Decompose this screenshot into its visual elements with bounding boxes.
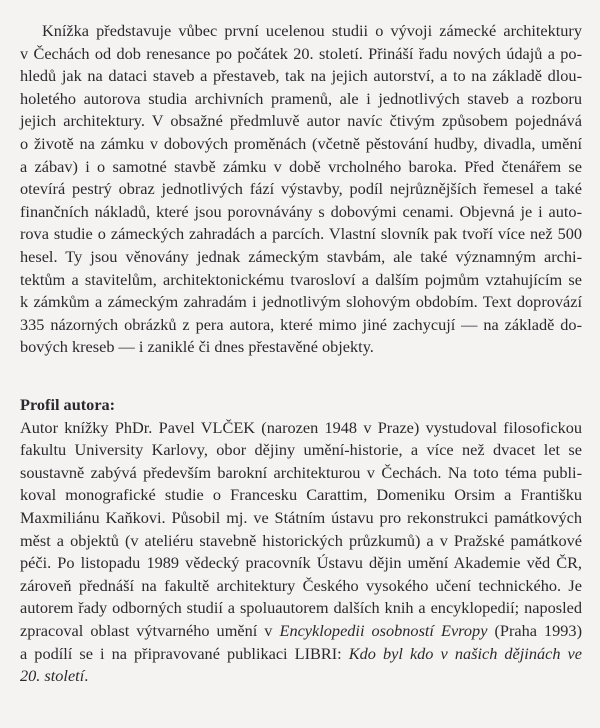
text-line: soustavně zabývá především barokní architekturou v Čechách. Na toto téma publi- bbox=[20, 462, 582, 482]
publication-title: Kdo byl kdo v našich dějinách ve bbox=[348, 643, 582, 663]
text-line: Knížka představuje vůbec první ucelenou studii o vývoji zámecké architektury bbox=[42, 21, 582, 40]
text-line: rova studie o zámeckých zahradách a parcích. Vlastní slovník pak tvoří více než 500 bbox=[20, 224, 582, 244]
text-line: autorem řady odborných studií a spoluautorem dalších knih a encyklopedií; naposled bbox=[20, 598, 582, 618]
text-run: (Praha 1993) bbox=[487, 620, 582, 640]
text-line: fakultu University Karlovy, obor dějiny umění-historie, a více než dvacet let se bbox=[20, 440, 582, 460]
text-line: péči. Po listopadu 1989 vědecký pracovník Ústavu dějin umění Akademie věd ČR, bbox=[20, 553, 582, 573]
text-line: hledů jak na dataci staveb a přestaveb, tak na jejich autorství, a to na základě dlou- bbox=[20, 66, 582, 86]
text-line: v Čechách od dob renesance po počátek 20. století. Přináší řadu nových údajů a po- bbox=[20, 43, 582, 63]
publication-title-end: 20. století bbox=[20, 666, 85, 686]
text-line: 335 názorných obrázků z pera autora, které mimo jiné zachycují — na základě do- bbox=[20, 314, 582, 334]
text-line: bových kreseb — i zaniklé či dnes přestavěné objekty. bbox=[20, 337, 374, 357]
text-line: zároveň přednáší na fakultě architektury Českého vysokého učení technického. Je bbox=[20, 575, 582, 595]
text-line: hesel. Ty jsou věnovány jednak zámeckým stavbám, ale také významným archi- bbox=[20, 246, 582, 266]
text-line bbox=[20, 643, 582, 666]
text-line: Autor knížky PhDr. Pavel VLČEK (narozen 1948 v Praze) vystudoval filosofickou bbox=[20, 417, 582, 437]
text-run: . bbox=[84, 666, 89, 686]
text-line: otevírá pestrý obraz jednotlivých fází výstavby, podíl nejrůznějších řemesel a také bbox=[20, 179, 582, 199]
text-line: finančních nákladů, které jsou porovnávány s dobovými cenami. Objevná je i auto- bbox=[20, 201, 582, 221]
text-line: o životě na zámku v dobových proměnách (včetně pěstování hudby, divadla, umění bbox=[20, 133, 582, 153]
text-line bbox=[20, 665, 582, 688]
author-profile-section bbox=[20, 394, 582, 688]
text-line: holetého autorova studia archivních pramenů, ale i jednotlivých staveb a rozboru bbox=[20, 88, 582, 108]
text-line: Maxmiliánu Kaňkovi. Působil mj. ve Státním ústavu pro rekonstrukci památkových bbox=[20, 507, 582, 527]
text-line: a zábav) i o samotné stavbě zámku v době vrcholného baroka. Před čtenářem se bbox=[20, 156, 582, 176]
book-description-paragraph bbox=[20, 20, 582, 359]
text-line bbox=[20, 620, 582, 643]
text-run: zpracoval oblast výtvarného umění v bbox=[20, 620, 280, 640]
text-line: tektům a stavitelům, architektonickému tvarosloví a dalším pojmům vztahujícím se bbox=[20, 269, 582, 289]
encyclopedia-title: Encyklopedii osobností Evropy bbox=[279, 620, 488, 640]
text-line: koval monografické studie o Francesku Carattim, Domeniku Orsim a Františku bbox=[20, 485, 582, 505]
text-run: a podílí se i na připravované publikaci LIBRI: bbox=[20, 643, 349, 663]
text-line: měst a objektů (v ateliéru stavebně historických průzkumů) a v Pražské památkové bbox=[20, 530, 582, 550]
text-line: jejich architektury. V obsažné předmluvě autor navíc čtivým způsobem pojednává bbox=[20, 111, 582, 131]
author-profile-heading: Profil autora: bbox=[20, 395, 116, 414]
text-line: k zámkům a zámeckým zahradám i jednotlivým slohovým obdobím. Text doprovází bbox=[20, 292, 582, 312]
